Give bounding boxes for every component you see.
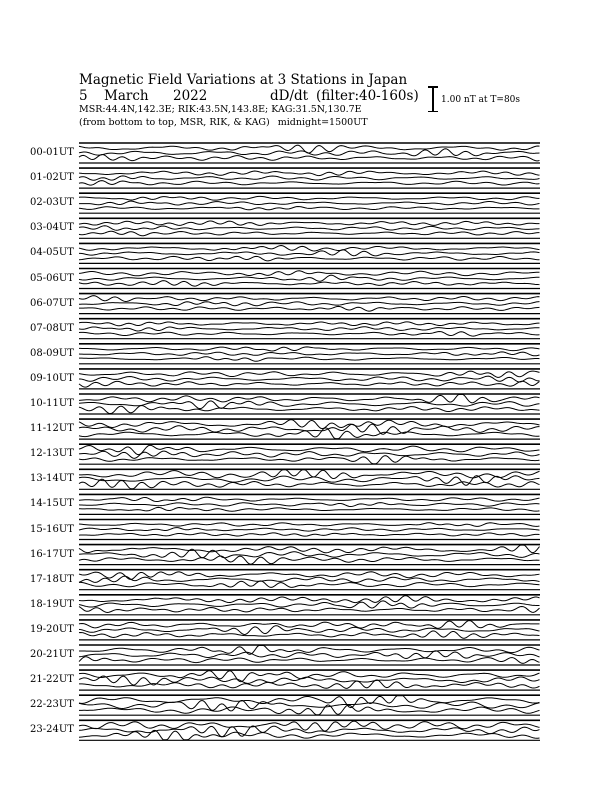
trace-rik: [79, 149, 540, 156]
trace-kag: [79, 332, 540, 337]
stations-line: MSR:44.4N,142.3E; RIK:43.5N,143.8E; KAG:31.5N,130.7E: [79, 104, 362, 115]
trace-msr: [79, 196, 540, 200]
hour-label: 22-23UT: [30, 699, 74, 711]
hour-label: 15-16UT: [30, 523, 74, 535]
trace-rik: [79, 201, 540, 205]
trace-kag: [79, 406, 540, 414]
trace-msr: [79, 296, 540, 302]
trace-msr: [79, 545, 540, 553]
trace-kag: [79, 428, 540, 439]
trace-msr: [79, 395, 540, 403]
trace-kag: [79, 256, 540, 261]
trace-msr: [79, 347, 540, 351]
hour-label: 03-04UT: [30, 222, 74, 234]
hour-label: 21-22UT: [30, 674, 74, 686]
trace-rik: [79, 528, 540, 532]
trace-msr: [79, 646, 540, 655]
trace-kag: [79, 181, 540, 185]
trace-rik: [79, 376, 540, 382]
chart-title: Magnetic Field Variations at 3 Stations in Japan: [79, 72, 408, 88]
trace-rik: [79, 176, 540, 180]
date-day: 5: [79, 88, 88, 104]
trace-kag: [79, 479, 540, 489]
date-month: March: [104, 88, 149, 104]
hour-label: 08-09UT: [30, 347, 74, 359]
hour-label: 12-13UT: [30, 448, 74, 460]
quantity-label: dD/dt: [270, 88, 309, 104]
trace-msr: [79, 271, 540, 276]
trace-msr: [79, 246, 540, 251]
hour-label: 09-10UT: [30, 372, 74, 384]
hour-label: 23-24UT: [30, 724, 74, 736]
hour-label: 06-07UT: [30, 297, 74, 309]
midnight-note: midnight=1500UT: [277, 117, 368, 128]
date-year: 2022: [173, 88, 208, 104]
trace-rik: [79, 250, 540, 256]
trace-msr: [79, 420, 540, 429]
trace-kag: [79, 306, 540, 311]
trace-kag: [79, 631, 540, 638]
hour-label: 01-02UT: [30, 172, 74, 184]
trace-rik: [79, 302, 540, 306]
trace-msr: [79, 523, 540, 527]
trace-kag: [79, 730, 540, 739]
trace-kag: [79, 231, 540, 236]
trace-rik: [79, 601, 540, 608]
hour-label: 18-19UT: [30, 598, 74, 610]
trace-rik: [79, 327, 540, 331]
trace-kag: [79, 281, 540, 287]
trace-msr: [79, 171, 540, 176]
trace-kag: [79, 507, 540, 511]
hour-label: 10-11UT: [30, 398, 74, 409]
trace-kag: [79, 581, 540, 587]
trace-rik: [79, 503, 540, 507]
trace-kag: [79, 657, 540, 664]
hour-label: 14-15UT: [30, 498, 74, 510]
hour-label: 13-14UT: [30, 473, 74, 485]
trace-msr: [79, 470, 540, 479]
trace-msr: [79, 621, 540, 629]
hour-label: 20-21UT: [30, 649, 74, 660]
trace-kag: [79, 207, 540, 210]
trace-kag: [79, 155, 540, 161]
hour-label: 17-18UT: [30, 573, 74, 585]
hour-label: 07-08UT: [30, 322, 74, 334]
trace-kag: [79, 606, 540, 612]
hour-label: 04-05UT: [30, 247, 74, 259]
hour-label: 05-06UT: [30, 272, 74, 284]
hour-label: 11-12UT: [30, 423, 74, 435]
trace-kag: [79, 381, 540, 387]
trace-kag: [79, 533, 540, 536]
trace-msr: [79, 221, 540, 225]
hour-label: 19-20UT: [30, 623, 74, 635]
trace-rik: [79, 352, 540, 356]
trace-rik: [79, 226, 540, 231]
trace-msr: [79, 721, 540, 731]
trace-kag: [79, 556, 540, 564]
trace-msr: [79, 497, 540, 501]
trace-kag: [79, 456, 540, 464]
trace-msr: [79, 322, 540, 326]
filter-label: (filter:40-160s): [316, 88, 419, 104]
hour-label: 02-03UT: [30, 197, 74, 209]
trace-kag: [79, 357, 540, 362]
hour-label: 16-17UT: [30, 548, 74, 560]
trace-rik: [79, 275, 540, 281]
scale-label: 1.00 nT at T=80s: [441, 95, 521, 105]
trace-msr: [79, 596, 540, 603]
trace-msr: [79, 371, 540, 377]
trace-msr: [79, 671, 540, 682]
order-note: (from bottom to top, MSR, RIK, & KAG): [79, 117, 270, 128]
hour-label: 00-01UT: [30, 147, 74, 158]
